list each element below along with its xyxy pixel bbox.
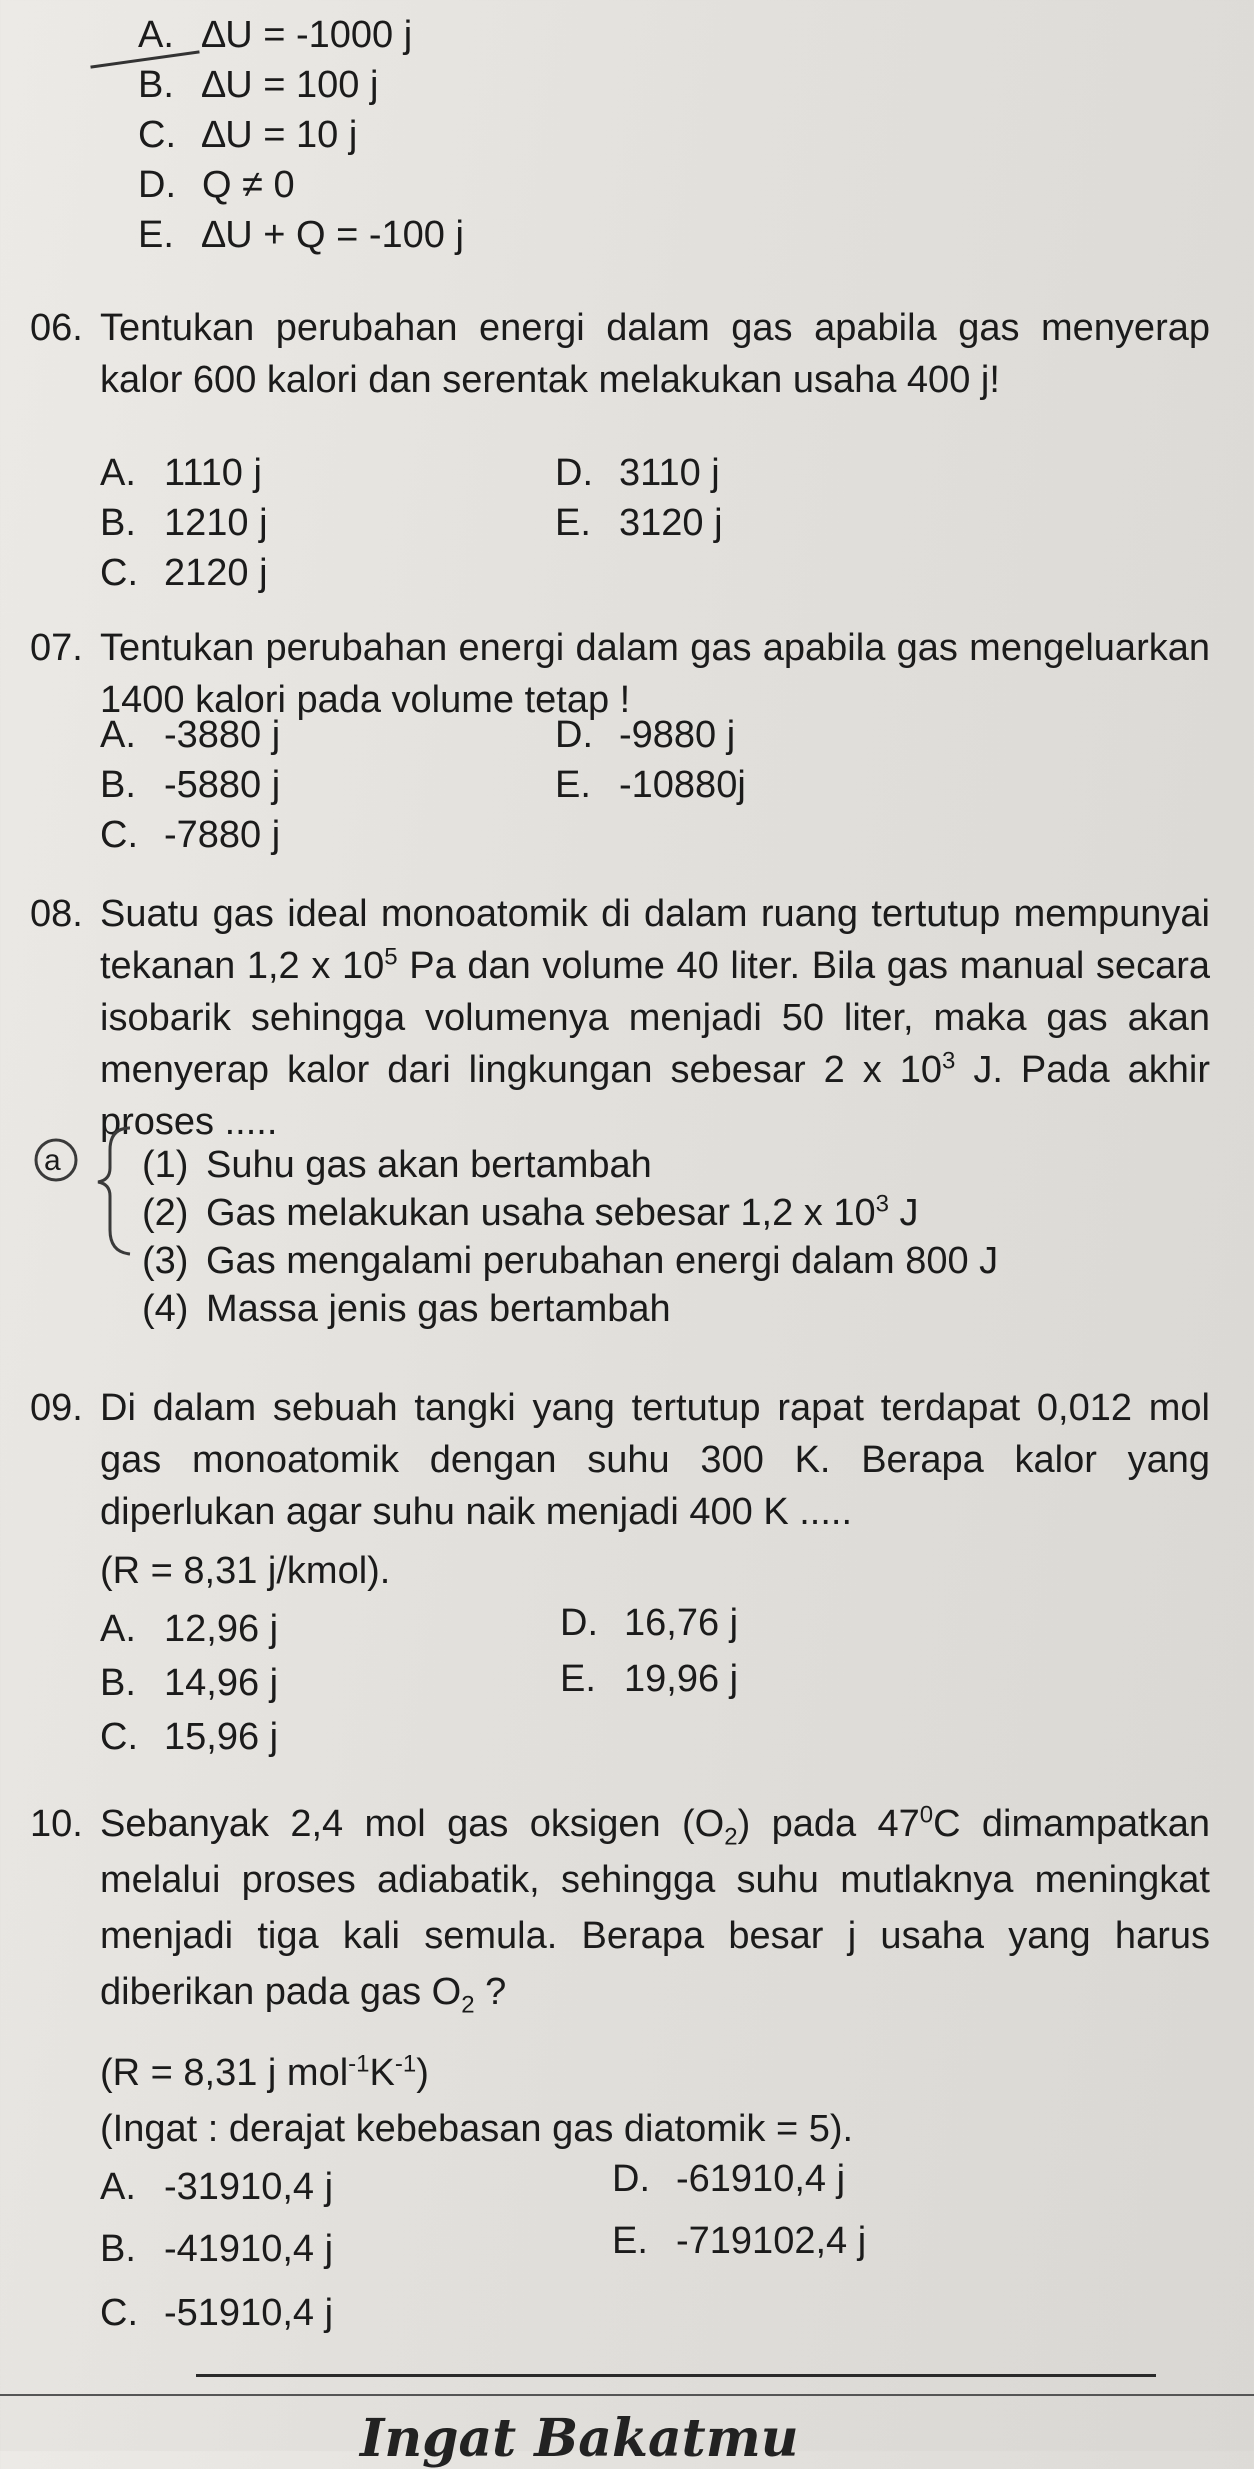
question-09: 09. Di dalam sebuah tangki yang tertutup rapat terdapat 0,012 mol gas monoatomik dengan suhu 300 K. Berapa kalor yang diperlukan agar suhu naik menjadi 400 K ..... (30, 1382, 1210, 1538)
q08-statement-3: (3) Gas mengalami perubahan energi dalam 800 J (142, 1240, 999, 1282)
question-07: 07. Tentukan perubahan energi dalam gas apabila gas mengeluarkan 1400 kalori pada volume tetap ! (30, 622, 1210, 726)
q07-option-b: B. -5880 j (100, 764, 281, 806)
question-10: 10. Sebanyak 2,4 mol gas oksigen $(O_2)$ pada $47^0C$ dimampatkan melalui proses adiabatik, sehingga suhu mutlaknya meningkat menjadi tiga kali semula. Berapa besar j usaha yang harus diberikan pada gas $O_2$ ? (30, 1796, 1210, 2020)
q09-option-b: B. 14,96 j (100, 1662, 279, 1704)
q09-option-a: A. 12,96 j (100, 1608, 279, 1650)
footer-rule-lower (0, 2394, 1254, 2396)
q08-statement-4: (4) Massa jenis gas bertambah (142, 1288, 671, 1330)
question-07-stem: Tentukan perubahan energi dalam gas apabila gas mengeluarkan 1400 kalori pada volume tetap ! (100, 627, 1210, 721)
q10-option-b: B. -41910,4 j (100, 2228, 334, 2270)
q05-option-a: A. ∆U = -1000 j (138, 14, 413, 56)
footer-rule (196, 2374, 1156, 2377)
q08-statement-1: (1) Suhu gas akan bertambah (142, 1144, 652, 1186)
q07-option-a: A. -3880 j (100, 714, 281, 756)
question-09-stem: Di dalam sebuah tangki yang tertutup rapat terdapat 0,012 mol gas monoatomik dengan suhu 300 K. Berapa kalor yang diperlukan agar suhu naik menjadi 400 K ..... (100, 1387, 1210, 1533)
q10-note: (Ingat : derajat kebebasan gas diatomik = 5). (100, 2108, 854, 2150)
q09-option-d: D. 16,76 j (560, 1602, 739, 1644)
q08-statement-2: (2) Gas melakukan usaha sebesar 1,2 x $10^3$ J (142, 1190, 919, 1234)
question-08-stem: Suatu gas ideal monoatomik di dalam ruang tertutup mempunyai tekanan 1,2 x $10^5$ Pa dan volume 40 liter. Bila gas manual secara isobarik sehingga volumenya menjadi 50 liter, maka gas akan menyerap kalor dari lingkungan sebesar 2 x $10^3$ J. Pada akhir proses ..... (100, 893, 1210, 1143)
question-08: 08. Suatu gas ideal monoatomik di dalam ruang tertutup mempunyai tekanan 1,2 x $10^5$ Pa dan volume 40 liter. Bila gas manual secara isobarik sehingga volumenya menjadi 50 liter, maka gas akan menyerap kalor dari lingkungan sebesar 2 x $10^3$ J. Pada akhir proses ..... (30, 888, 1210, 1148)
q07-option-d: D. -9880 j (555, 714, 736, 756)
question-06-stem: Tentukan perubahan energi dalam gas apabila gas menyerap kalor 600 kalori dan serentak melakukan usaha 400 j! (100, 307, 1210, 401)
q10-option-d: D. -61910,4 j (612, 2158, 846, 2200)
q07-option-c: C. -7880 j (100, 814, 281, 856)
question-06: 06. Tentukan perubahan energi dalam gas apabila gas menyerap kalor 600 kalori dan serentak melakukan usaha 400 j! (30, 302, 1210, 406)
q06-option-c: C. 2120 j (100, 552, 268, 594)
q09-option-e: E. 19,96 j (560, 1658, 739, 1700)
q10-option-c: C. -51910,4 j (100, 2292, 334, 2334)
handwritten-brace (98, 1128, 130, 1254)
q05-option-b: B. ∆U = 100 j (138, 64, 379, 106)
q06-option-b: B. 1210 j (100, 502, 268, 544)
q05-option-e: E. ∆U + Q = -100 j (138, 214, 464, 256)
q06-option-e: E. 3120 j (555, 502, 723, 544)
footer-motto: Ingat Bakatmu (360, 2408, 799, 2469)
handwritten-answer: a (44, 1144, 61, 1177)
q10-constant: (R = 8,31 j $mol^{-1}K^{-1}$) (100, 2050, 429, 2094)
q05-option-c: C. ∆U = 10 j (138, 114, 358, 156)
q10-option-e: E. -719102,4 j (612, 2220, 867, 2262)
question-10-stem: Sebanyak 2,4 mol gas oksigen $(O_2)$ pada $47^0C$ dimampatkan melalui proses adiabatik, sehingga suhu mutlaknya meningkat menjadi tiga kali semula. Berapa besar j usaha yang harus diberikan pada gas $O_2$ ? (100, 1801, 1210, 2019)
q09-constant: (R = 8,31 j/kmol). (100, 1550, 391, 1592)
q05-option-d: D. Q ≠ 0 (138, 164, 295, 206)
q10-option-a: A. -31910,4 j (100, 2166, 334, 2208)
q06-option-d: D. 3110 j (555, 452, 720, 494)
q07-option-e: E. -10880j (555, 764, 746, 806)
q09-option-c: C. 15,96 j (100, 1716, 279, 1758)
q06-option-a: A. 1110 j (100, 452, 262, 494)
